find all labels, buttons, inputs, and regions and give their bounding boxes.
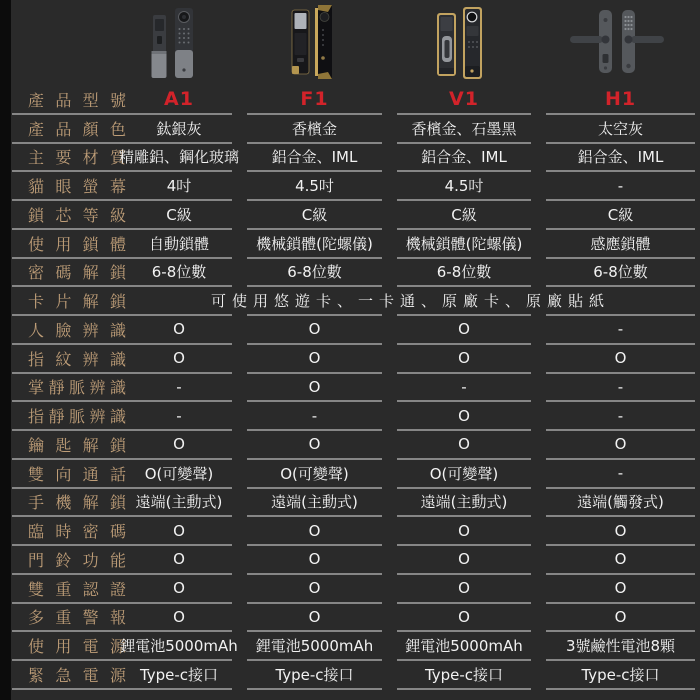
cell-a1: O (126, 431, 232, 460)
comparison-table (12, 86, 695, 690)
cell-h1: - (546, 374, 695, 403)
table-row (12, 316, 695, 345)
cell-a1: A1 (126, 86, 232, 115)
table-row (12, 661, 695, 690)
cell-f1: 遠端(主動式) (247, 489, 382, 518)
cell-v1: 4.5吋 (397, 172, 531, 201)
cell-a1: 自動鎖體 (126, 230, 232, 259)
cell-v1: 香檳金、石墨黑 (397, 115, 531, 144)
row-label: 使用鎖體 (12, 230, 126, 259)
row-label: 緊急電源 (12, 661, 126, 690)
row-label: 多重警報 (12, 604, 126, 633)
table-row (12, 259, 695, 288)
cell-v1: C級 (397, 201, 531, 230)
cell-v1: O (397, 517, 531, 546)
cell-a1: 鈦銀灰 (126, 115, 232, 144)
cell-a1: 4吋 (126, 172, 232, 201)
cell-h1: O (546, 546, 695, 575)
row-label: 人臉辨識 (12, 316, 126, 345)
cell-f1: O (247, 517, 382, 546)
cell-h1: - (546, 402, 695, 431)
table-row (12, 86, 695, 115)
cell-f1: 鋁合金、IML (247, 144, 382, 173)
cell-v1: O (397, 316, 531, 345)
cell-a1: O (126, 345, 232, 374)
cell-h1: - (546, 460, 695, 489)
cell-f1: 香檳金 (247, 115, 382, 144)
row-label: 臨時密碼 (12, 517, 126, 546)
table-row (12, 287, 695, 316)
cell-a1: 6-8位數 (126, 259, 232, 288)
table-row (12, 546, 695, 575)
table-row (12, 517, 695, 546)
cell-f1: - (247, 402, 382, 431)
cell-h1: - (546, 172, 695, 201)
cell-f1: C級 (247, 201, 382, 230)
row-label: 門鈴功能 (12, 546, 126, 575)
product-images-band (0, 0, 700, 86)
cell-f1: 機械鎖體(陀螺儀) (247, 230, 382, 259)
row-label: 產品顏色 (12, 115, 126, 144)
row-label: 鑰匙解鎖 (12, 431, 126, 460)
cell-f1: Type-c接口 (247, 661, 382, 690)
cell-f1: O (247, 316, 382, 345)
cell-v1: - (397, 374, 531, 403)
cell-a1: C級 (126, 201, 232, 230)
cell-a1: O (126, 316, 232, 345)
cell-h1: O (546, 575, 695, 604)
row-label: 主要材質 (12, 144, 126, 173)
table-row (12, 632, 695, 661)
cell-a1: - (126, 402, 232, 431)
lock-image-h1 (556, 0, 676, 86)
lock-image-a1 (115, 0, 235, 86)
row-label: 雙重認證 (12, 575, 126, 604)
lock-image-f1 (252, 0, 372, 86)
cell-h1: C級 (546, 201, 695, 230)
cell-v1: O (397, 402, 531, 431)
table-row (12, 230, 695, 259)
cell-f1: O (247, 374, 382, 403)
cell-v1: O (397, 345, 531, 374)
cell-a1: O (126, 517, 232, 546)
cell-h1: 感應鎖體 (546, 230, 695, 259)
cell-v1: O (397, 431, 531, 460)
cell-a1: O (126, 604, 232, 633)
cell-h1: - (546, 316, 695, 345)
cell-a1: O (126, 575, 232, 604)
cell-f1: O (247, 575, 382, 604)
cell-h1: 3號鹼性電池8顆 (546, 632, 695, 661)
table-row (12, 345, 695, 374)
cell-v1: O(可變聲) (397, 460, 531, 489)
cell-h1: O (546, 431, 695, 460)
row-label: 使用電源 (12, 632, 126, 661)
cell-v1: O (397, 575, 531, 604)
cell-f1: O(可變聲) (247, 460, 382, 489)
row-label: 手機解鎖 (12, 489, 126, 518)
row-label: 密碼解鎖 (12, 259, 126, 288)
cell-f1: O (247, 604, 382, 633)
cell-v1: 鋁合金、IML (397, 144, 531, 173)
cell-v1: O (397, 604, 531, 633)
row-label: 貓眼螢幕 (12, 172, 126, 201)
cell-v1: 遠端(主動式) (397, 489, 531, 518)
cell-f1: O (247, 546, 382, 575)
table-row (12, 575, 695, 604)
cell-f1: 4.5吋 (247, 172, 382, 201)
cell-v1: 鋰電池5000mAh (397, 632, 531, 661)
cell-v1: Type-c接口 (397, 661, 531, 690)
table-row (12, 489, 695, 518)
cell-a1: 精雕鋁、鋼化玻璃 (126, 144, 232, 173)
left-edge-strip (0, 0, 11, 700)
cell-a1: Type-c接口 (126, 661, 232, 690)
row-label: 產品型號 (12, 86, 126, 115)
cell-v1: O (397, 546, 531, 575)
row-span-value: 可使用悠遊卡、一卡通、原廠卡、原廠貼紙 (210, 292, 610, 311)
cell-f1: O (247, 345, 382, 374)
cell-a1: - (126, 374, 232, 403)
cell-a1: 鋰電池5000mAh (126, 632, 232, 661)
table-row (12, 201, 695, 230)
table-row (12, 172, 695, 201)
lock-image-v1 (402, 0, 522, 86)
row-label: 指紋辨識 (12, 345, 126, 374)
table-row (12, 402, 695, 431)
table-row (12, 144, 695, 173)
cell-a1: O(可變聲) (126, 460, 232, 489)
table-row (12, 374, 695, 403)
table-row (12, 460, 695, 489)
row-label: 卡片解鎖 (12, 287, 126, 316)
cell-f1: F1 (247, 86, 382, 115)
cell-h1: 遠端(觸發式) (546, 489, 695, 518)
cell-h1: H1 (546, 86, 695, 115)
cell-v1: V1 (397, 86, 531, 115)
row-label: 雙向通話 (12, 460, 126, 489)
cell-h1: O (546, 517, 695, 546)
row-label: 鎖芯等級 (12, 201, 126, 230)
cell-f1: 6-8位數 (247, 259, 382, 288)
cell-h1: 6-8位數 (546, 259, 695, 288)
row-label: 掌靜脈辨識 (12, 374, 126, 403)
row-label: 指靜脈辨識 (12, 402, 126, 431)
cell-v1: 機械鎖體(陀螺儀) (397, 230, 531, 259)
table-row (12, 431, 695, 460)
cell-v1: 6-8位數 (397, 259, 531, 288)
cell-f1: O (247, 431, 382, 460)
table-row (12, 115, 695, 144)
cell-a1: 遠端(主動式) (126, 489, 232, 518)
cell-f1: 鋰電池5000mAh (247, 632, 382, 661)
cell-h1: 太空灰 (546, 115, 695, 144)
cell-h1: O (546, 345, 695, 374)
cell-h1: Type-c接口 (546, 661, 695, 690)
cell-h1: 鋁合金、IML (546, 144, 695, 173)
cell-a1: O (126, 546, 232, 575)
cell-h1: O (546, 604, 695, 633)
table-row (12, 604, 695, 633)
